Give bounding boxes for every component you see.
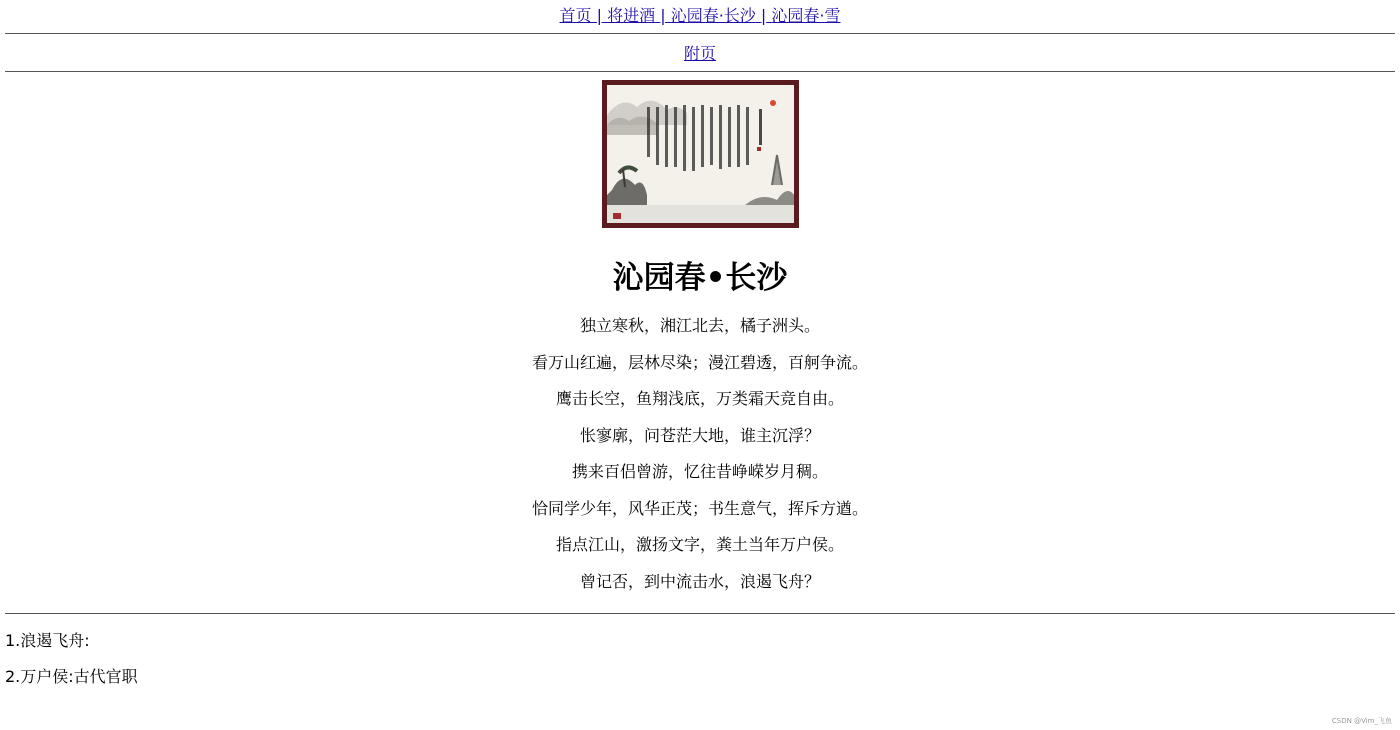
nav-link-appendix[interactable]: 附页	[683, 44, 716, 63]
watermark: CSDN @Vim_飞鱼	[1331, 717, 1392, 725]
footnotes	[0, 614, 1400, 703]
nav-link-home[interactable]: 首页	[559, 6, 592, 25]
poem-line: 独立寒秋，湘江北去，橘子洲头。	[579, 316, 820, 335]
poem-body	[0, 316, 1400, 608]
footnote-item: 1.浪遏飞舟:	[5, 631, 90, 650]
poem-line: 看万山红遍，层林尽染；漫江碧透，百舸争流。	[531, 352, 868, 372]
top-nav	[0, 0, 1400, 33]
poem-line: 指点江山，激扬文字，粪土当年万户侯。	[555, 535, 844, 554]
nav-separator: |	[760, 6, 767, 25]
nav-separator: |	[660, 6, 666, 25]
poem-line: 怅寥廓，问苍茫大地，谁主沉浮？	[579, 425, 820, 445]
poem-line: 携来百侣曾游，忆往昔峥嵘岁月稠。	[571, 462, 828, 481]
footnote-item: 2.万户侯:古代官职	[5, 667, 138, 686]
poem-line: 恰同学少年，风华正茂；书生意气，挥斥方遒。	[531, 498, 868, 518]
secondary-nav	[0, 34, 1400, 71]
page-title: 沁园春•长沙	[612, 260, 788, 296]
nav-separator: |	[596, 6, 603, 25]
divider	[5, 71, 1395, 72]
nav-link-jiangjinjiu[interactable]: 将进酒	[607, 6, 656, 25]
painting-figure	[0, 80, 1400, 228]
nav-link-xue[interactable]: 沁园春·雪	[771, 6, 841, 25]
poem-line: 鹰击长空，鱼翔浅底，万类霜天竞自由。	[555, 389, 844, 408]
poem-line: 曾记否，到中流击水，浪遏飞舟？	[579, 571, 820, 591]
calligraphy-painting-image	[602, 80, 799, 228]
nav-link-changsha[interactable]: 沁园春·长沙	[670, 6, 756, 25]
